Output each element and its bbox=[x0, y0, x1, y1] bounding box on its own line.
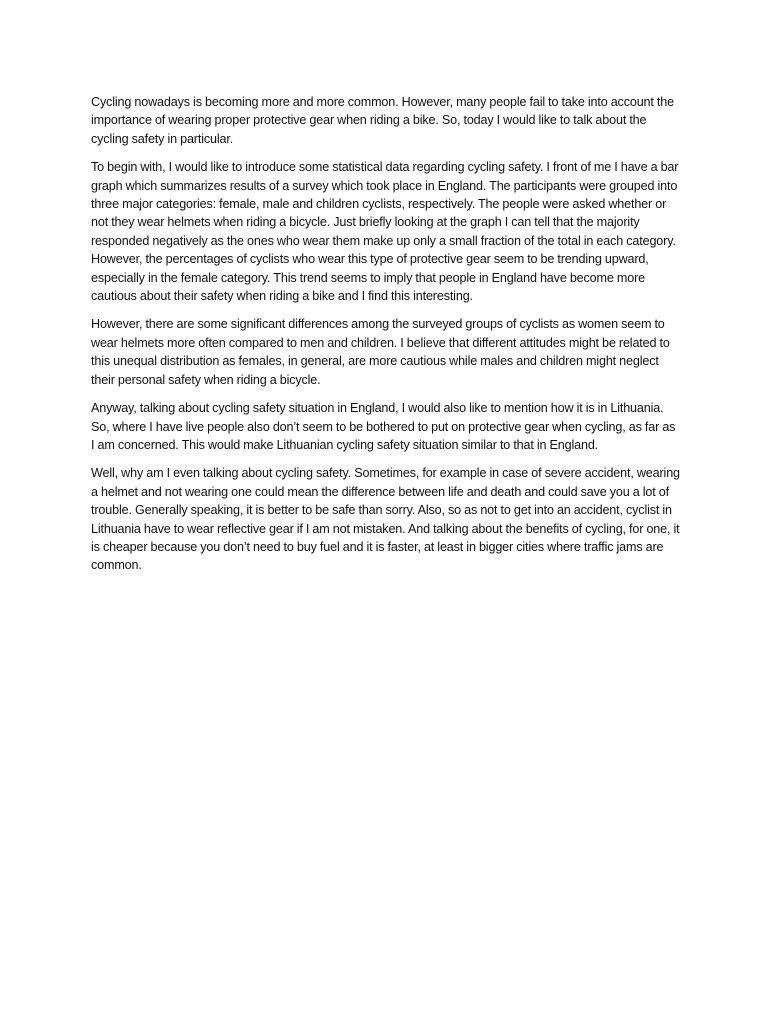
paragraph-3: However, there are some significant differences among the surveyed groups of cyclists as women seem to wear helmets more often compared to men and children. I believe that different attitudes might be related to this unequal distribution as females, in general, are more cautious while males and children might neglect their personal safety when riding a bicycle. bbox=[91, 317, 670, 387]
paragraph-4: Anyway, talking about cycling safety situation in England, I would also like to mention how it is in Lithuania. So, where I have live people also don’t seem to be bothered to put on protective gear when cycling, as far as I am concerned. This would make Lithuanian cycling safety situation similar to that in England. bbox=[91, 401, 676, 452]
paragraph-5: Well, why am I even talking about cycling safety. Sometimes, for example in case of severe accident, wearing a helmet and not wearing one could mean the difference between life and death and could save you a lot of trouble. Generally speaking, it is better to be safe than sorry. Also, so as not to get into an accident, cyclist in Lithuania have to wear reflective gear if I am not mistaken. And talking about the benefits of cycling, for one, it is cheaper because you don’t need to buy fuel and it is faster, at least in bigger cities where traffic jams are common. bbox=[91, 466, 680, 573]
document-body bbox=[91, 93, 681, 585]
paragraph-1: Cycling nowadays is becoming more and more common. However, many people fail to take into account the importance of wearing proper protective gear when riding a bike. So, today I would like to talk about the cycling safety in particular. bbox=[91, 95, 674, 146]
paragraph-2: To begin with, I would like to introduce some statistical data regarding cycling safety. I front of me I have a bar graph which summarizes results of a survey which took place in England. The participants were grouped into three major categories: female, male and children cyclists, respectively. The people were asked whether or not they wear helmets when riding a bicycle. Just briefly looking at the graph I can tell that the majority responded negatively as the ones who wear them make up only a small fraction of the total in each category. However, the percentages of cyclists who wear this type of protective gear seem to be trending upward, especially in the female category. This trend seems to imply that people in England have become more cautious about their safety when riding a bike and I find this interesting. bbox=[91, 160, 679, 304]
